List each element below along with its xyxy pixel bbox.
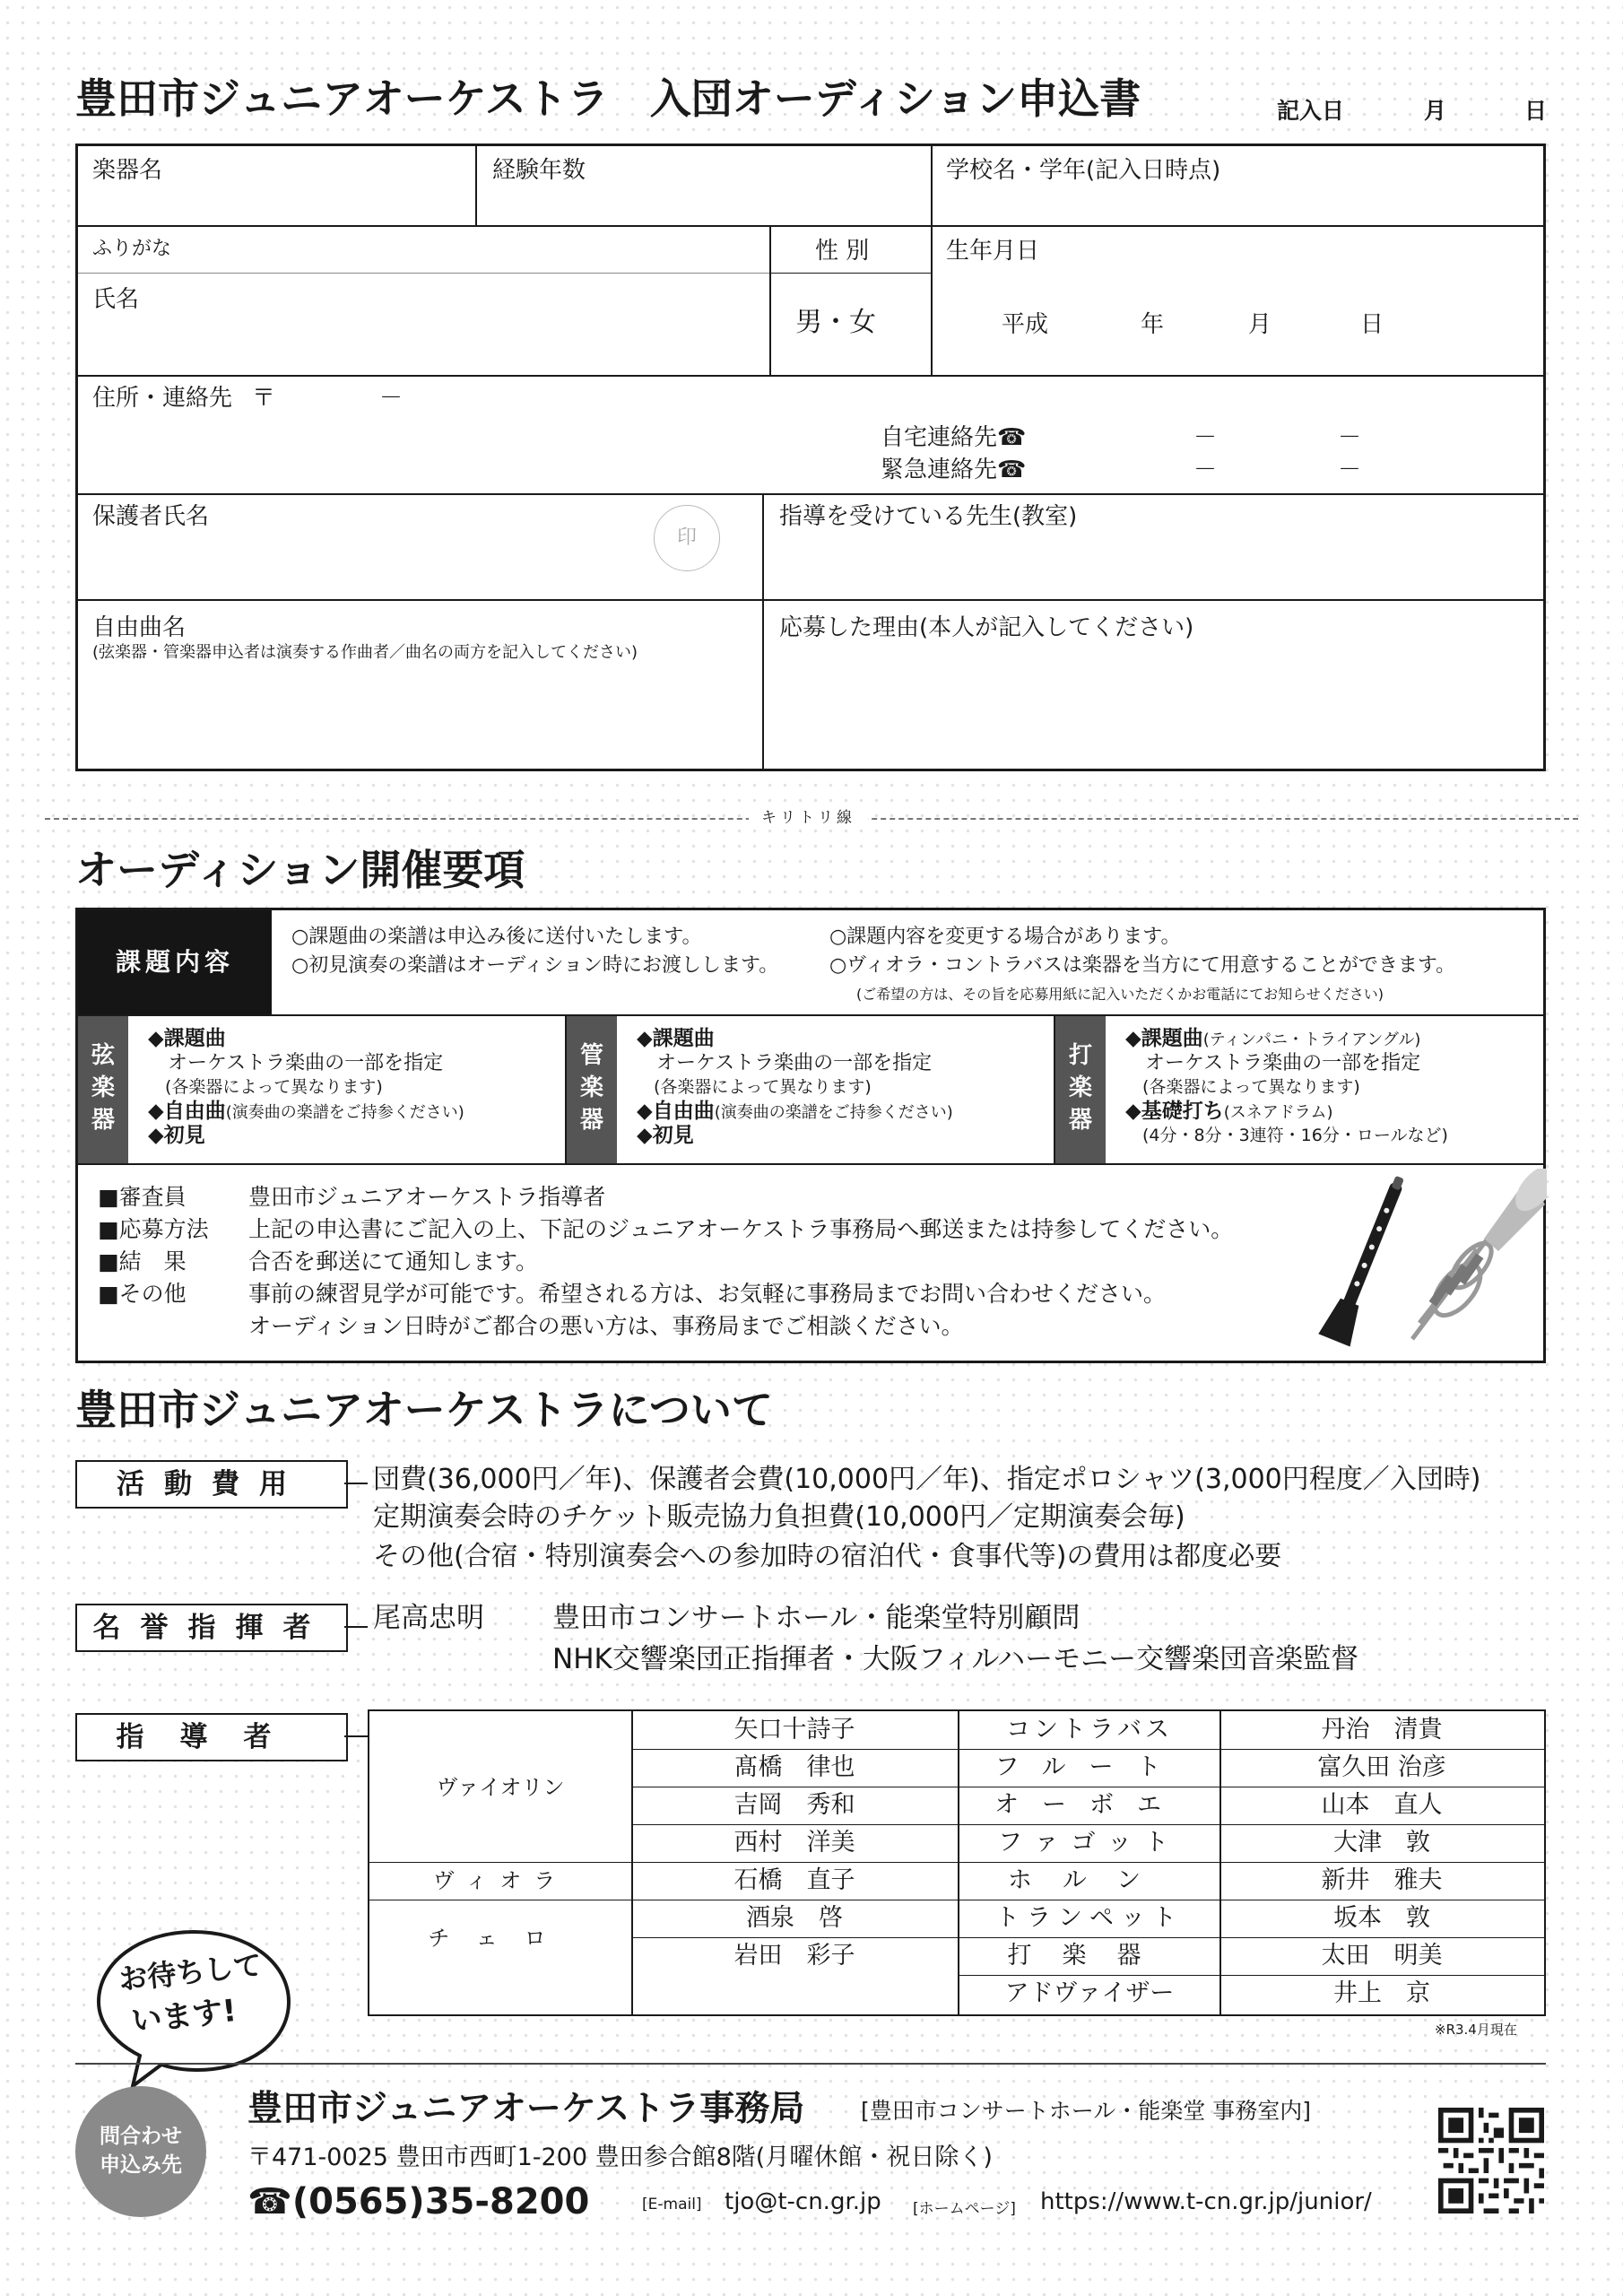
conductor-label: 名誉指揮者 — [75, 1604, 348, 1652]
inst-flute: フルート — [994, 1753, 1185, 1781]
email-link[interactable]: tjo@t-cn.gr.jp — [725, 2188, 881, 2215]
note-2: ○初見演奏の楽譜はオーディション時にお渡しします。 — [291, 954, 779, 977]
emergency-phone-dash-2: － — [1338, 457, 1362, 483]
web-label: [ホームページ] — [913, 2200, 1016, 2218]
experience-field[interactable]: 経験年数 — [492, 157, 586, 184]
reason-field[interactable]: 応募した理由(本人が記入してください) — [779, 614, 1194, 641]
teacher-field[interactable]: 指導を受けている先生(教室) — [779, 503, 1078, 530]
instructor-table — [368, 1709, 1546, 2016]
emergency-phone-field[interactable]: 緊急連絡先☎ — [881, 457, 1027, 483]
info-judges-key: ■審査員 — [98, 1184, 187, 1210]
email-label: [E-mail] — [642, 2196, 702, 2213]
info-other-value-2: オーディション日時がご都合の悪い方は、事務局までご相談ください。 — [248, 1313, 964, 1339]
oboe-teacher: 山本 直人 — [1321, 1791, 1443, 1819]
inst-bassoon: ファゴット — [998, 1829, 1181, 1857]
info-apply-key: ■応募方法 — [98, 1216, 209, 1242]
conductor-title-1: 豊田市コンサートホール・能楽堂特別顧問 — [552, 1602, 1081, 1634]
about-title: 豊田市ジュニアオーケストラについて — [75, 1386, 773, 1434]
audition-title: オーディション開催要項 — [75, 846, 525, 894]
audition-box — [75, 908, 1546, 1363]
bassoon-teacher: 大津 敦 — [1333, 1829, 1430, 1857]
strings-item-1: ◆課題曲 — [148, 1027, 226, 1050]
instructors-label: 指導者 — [75, 1713, 348, 1761]
cost-line-3: その他(合宿・特別演奏会への参加時の宿泊代・食事代等)の費用は都度必要 — [373, 1541, 1282, 1572]
instrument-field[interactable]: 楽器名 — [92, 157, 163, 184]
birthdate-label: 生年月日 — [946, 238, 1040, 265]
strings-item-3: (各楽器によって異なります) — [148, 1077, 383, 1097]
school-field[interactable]: 学校名・学年(記入日時点) — [946, 157, 1221, 184]
violin-teacher-3: 吉岡 秀和 — [733, 1791, 855, 1819]
info-judges-value: 豊田市ジュニアオーケストラ指導者 — [248, 1184, 606, 1210]
perc-char-3: 器 — [1068, 1107, 1092, 1134]
entry-date-label: 記入日 — [1277, 98, 1345, 124]
cut-line-label: キリトリ線 — [749, 807, 868, 829]
info-result-value: 合否を郵送にて通知します。 — [248, 1248, 539, 1274]
birth-year: 年 — [1141, 311, 1165, 338]
perc-item-5: (4分・8分・3連符・16分・ロールなど) — [1125, 1126, 1448, 1145]
name-field[interactable]: 氏名 — [92, 286, 140, 313]
contact-badge — [75, 2086, 206, 2217]
strings-item-4: ◆自由曲(演奏曲の楽譜をご持参ください) — [148, 1100, 464, 1123]
flute-teacher: 富久田 治彦 — [1317, 1753, 1446, 1781]
as-of-note: ※R3.4月現在 — [1435, 2022, 1517, 2038]
note-3: ○課題内容を変更する場合があります。 — [829, 926, 1181, 948]
winds-item-5: ◆初見 — [637, 1124, 694, 1147]
cost-line-2: 定期演奏会時のチケット販売協力負担費(10,000円／定期演奏会毎) — [373, 1501, 1185, 1533]
inst-violin: ヴァイオリン — [436, 1775, 565, 1800]
winds-item-3: (各楽器によって異なります) — [637, 1077, 872, 1097]
birth-era: 平成 — [1002, 311, 1049, 338]
birth-day: 日 — [1360, 311, 1384, 338]
office-name: 豊田市ジュニアオーケストラ事務局 — [247, 2089, 805, 2129]
seal-text: 印 — [676, 526, 697, 549]
bubble-text-1: お待ちして — [117, 1947, 264, 1997]
conductor-title-2: NHK交響楽団正指揮者・大阪フィルハーモニー交響楽団音楽監督 — [552, 1643, 1359, 1675]
tasks-label-text: 課題内容 — [115, 947, 234, 977]
cost-label: 活動費用 — [75, 1460, 348, 1509]
horn-teacher: 新井 雅夫 — [1321, 1866, 1443, 1894]
office-phone[interactable]: ☎(0565)35-8200 — [247, 2181, 590, 2222]
winds-char-2: 楽 — [579, 1074, 603, 1101]
inst-percussion: 打楽器 — [1007, 1942, 1172, 1970]
free-piece-field[interactable]: 自由曲名 — [92, 614, 187, 641]
violin-teacher-4: 西村 洋美 — [733, 1829, 855, 1857]
contact-badge-line-1: 問合わせ — [100, 2125, 182, 2148]
inst-oboe: オーボエ — [994, 1791, 1185, 1819]
conductor-name: 尾高忠明 — [373, 1602, 484, 1634]
info-other-key: ■その他 — [98, 1281, 187, 1307]
tasks-label — [78, 910, 272, 1014]
cello-teacher-1: 酒泉 啓 — [746, 1904, 843, 1932]
contrabass-teacher: 丹治 清貴 — [1321, 1716, 1443, 1744]
inst-advisor: アドヴァイザー — [1004, 1979, 1175, 2007]
web-link[interactable]: https://www.t-cn.gr.jp/junior/ — [1040, 2188, 1372, 2215]
strings-char-3: 器 — [91, 1107, 115, 1134]
perc-char-1: 打 — [1068, 1042, 1092, 1069]
info-result-key: ■結 果 — [98, 1248, 187, 1274]
perc-item-4: ◆基礎打ち(スネアドラム) — [1125, 1100, 1333, 1123]
home-phone-dash-2: － — [1338, 424, 1362, 451]
strings-item-5: ◆初見 — [148, 1124, 205, 1147]
contact-divider — [75, 2063, 1546, 2065]
office-address: 〒471-0025 豊田市西町1-200 豊田参合館8階(月曜休館・祝日除く) — [247, 2144, 993, 2171]
strings-char-1: 弦 — [91, 1042, 115, 1069]
free-piece-note: (弦楽器・管楽器申込者は演奏する作曲者／曲名の両方を記入してください) — [92, 643, 638, 662]
note-4: ○ヴィオラ・コントラバスは楽器を当方にて用意することができます。 — [829, 954, 1456, 977]
perc-item-3: (各楽器によって異なります) — [1125, 1077, 1360, 1097]
qr-code-icon[interactable] — [1438, 2108, 1544, 2213]
gender-options[interactable]: 男・女 — [795, 307, 876, 338]
cost-divider — [344, 1483, 368, 1484]
cello-teacher-2: 岩田 彩子 — [733, 1942, 855, 1970]
form-title: 豊田市ジュニアオーケストラ 入団オーディション申込書 — [75, 74, 1141, 123]
violin-teacher-2: 髙橋 律也 — [733, 1753, 855, 1781]
address-field[interactable]: 住所・連絡先 — [92, 385, 233, 412]
entry-date-month: 月 — [1424, 98, 1447, 124]
group-label-strings — [78, 1016, 128, 1163]
trumpet-icon — [1394, 1169, 1547, 1348]
advisor-teacher: 井上 京 — [1333, 1979, 1430, 2007]
application-form — [75, 144, 1546, 771]
inst-viola: ヴィオラ — [432, 1868, 568, 1893]
violin-teacher-1: 矢口十詩子 — [733, 1716, 855, 1744]
contact-badge-line-2: 申込み先 — [100, 2153, 182, 2177]
winds-char-1: 管 — [579, 1042, 603, 1069]
info-apply-value: 上記の申込書にご記入の上、下記のジュニアオーケストラ事務局へ郵送または持参してください。 — [248, 1216, 1234, 1242]
cost-line-1: 団費(36,000円／年)、保護者会費(10,000円／年)、指定ポロシャツ(3,000円程度／入団時) — [373, 1464, 1481, 1495]
emergency-phone-dash-1: － — [1193, 457, 1218, 483]
gender-label: 性 別 — [815, 238, 870, 265]
strings-char-2: 楽 — [91, 1074, 115, 1101]
office-sub: [豊田市コンサートホール・能楽堂 事務室内] — [861, 2098, 1311, 2124]
home-phone-field[interactable]: 自宅連絡先☎ — [881, 424, 1027, 451]
postal-dash: － — [379, 385, 404, 412]
winds-char-3: 器 — [579, 1107, 603, 1134]
winds-item-2: オーケストラ楽曲の一部を指定 — [637, 1052, 933, 1074]
winds-item-1: ◆課題曲 — [637, 1027, 715, 1050]
perc-item-1: ◆課題曲(ティンパニ・トライアングル) — [1125, 1027, 1421, 1050]
seal-mark — [654, 505, 720, 571]
viola-teacher-1: 石橋 直子 — [733, 1866, 855, 1894]
inst-cello: チェロ — [428, 1926, 573, 1951]
home-phone-dash-1: － — [1193, 424, 1218, 451]
percussion-teacher: 太田 明美 — [1321, 1942, 1443, 1970]
perc-char-2: 楽 — [1068, 1074, 1092, 1101]
birth-month: 月 — [1248, 311, 1272, 338]
inst-contrabass: コントラバス — [1006, 1716, 1173, 1744]
perc-item-2: オーケストラ楽曲の一部を指定 — [1125, 1052, 1421, 1074]
strings-item-2: オーケストラ楽曲の一部を指定 — [148, 1052, 444, 1074]
info-other-value: 事前の練習見学が可能です。希望される方は、お気軽に事務局までお問い合わせください。 — [248, 1281, 1167, 1307]
inst-trumpet: トランペット — [995, 1904, 1184, 1932]
group-label-winds — [567, 1016, 617, 1163]
guardian-name-field[interactable]: 保護者氏名 — [92, 503, 210, 530]
conductor-divider — [344, 1626, 368, 1628]
instructors-divider — [344, 1735, 368, 1737]
bubble-text-2: います! — [129, 1992, 239, 2040]
trumpet-teacher: 坂本 敦 — [1333, 1904, 1430, 1932]
winds-item-4: ◆自由曲(演奏曲の楽譜をご持参ください) — [637, 1100, 953, 1123]
entry-date-day: 日 — [1524, 98, 1548, 124]
note-5: (ご希望の方は、その旨を応募用紙に記入いただくかお電話にてお知らせください) — [856, 986, 1384, 1003]
inst-horn: ホルン — [1007, 1866, 1172, 1894]
group-label-percussion — [1055, 1016, 1106, 1163]
note-1: ○課題曲の楽譜は申込み後に送付いたします。 — [291, 926, 702, 948]
postal-mark: 〒 — [252, 385, 276, 412]
furigana-field[interactable]: ふりがな — [92, 238, 172, 260]
